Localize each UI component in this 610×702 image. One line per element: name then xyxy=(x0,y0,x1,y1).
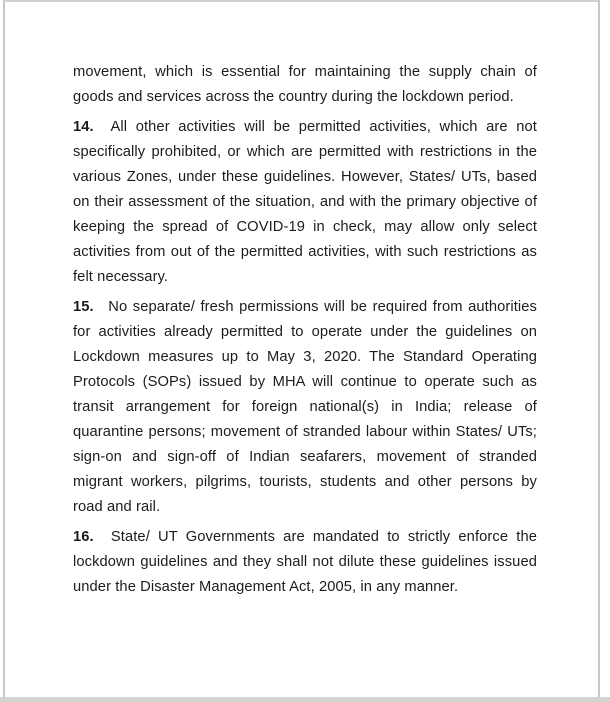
paragraph-number: 14. xyxy=(73,119,94,135)
paragraph-text: All other activities will be permitted activities, which are not specifically prohibited, or which are permitted with restrictions in the various Zones, under these guidelines. However, States/ UTs, based on their assessment of the situation, and with the primary objective of keeping the spread of COVID-19 in check, may allow only select activities from out of the permitted activities, with such restrictions as felt necessary. xyxy=(73,119,537,285)
document-page xyxy=(3,0,600,698)
page-content xyxy=(5,2,598,600)
paragraph-number: 16. xyxy=(73,529,94,545)
paragraph-text: No separate/ fresh permissions will be required from authorities for activities already permitted to operate under the guidelines on Lockdown measures up to May 3, 2020. The Standard Operating Protocols (SOPs) issued by MHA will continue to operate such as transit arrangement for foreign national(s) in India; release of quarantine persons; movement of stranded labour within States/ UTs; sign-on and sign-off of Indian seafarers, movement of stranded migrant workers, pilgrims, tourists, students and other persons by road and rail. xyxy=(73,299,537,515)
paragraph-text: State/ UT Governments are mandated to strictly enforce the lockdown guidelines and they shall not dilute these guidelines issued under the Disaster Management Act, 2005, in any manner. xyxy=(73,529,537,595)
paragraph xyxy=(73,115,537,290)
paragraph-number: 15. xyxy=(73,299,94,315)
paragraph xyxy=(73,60,537,110)
paragraph xyxy=(73,295,537,520)
page-bottom-gap xyxy=(0,697,610,702)
paragraph xyxy=(73,525,537,600)
paragraph-text: movement, which is essential for maintaining the supply chain of goods and services across the country during the lockdown period. xyxy=(73,64,537,105)
